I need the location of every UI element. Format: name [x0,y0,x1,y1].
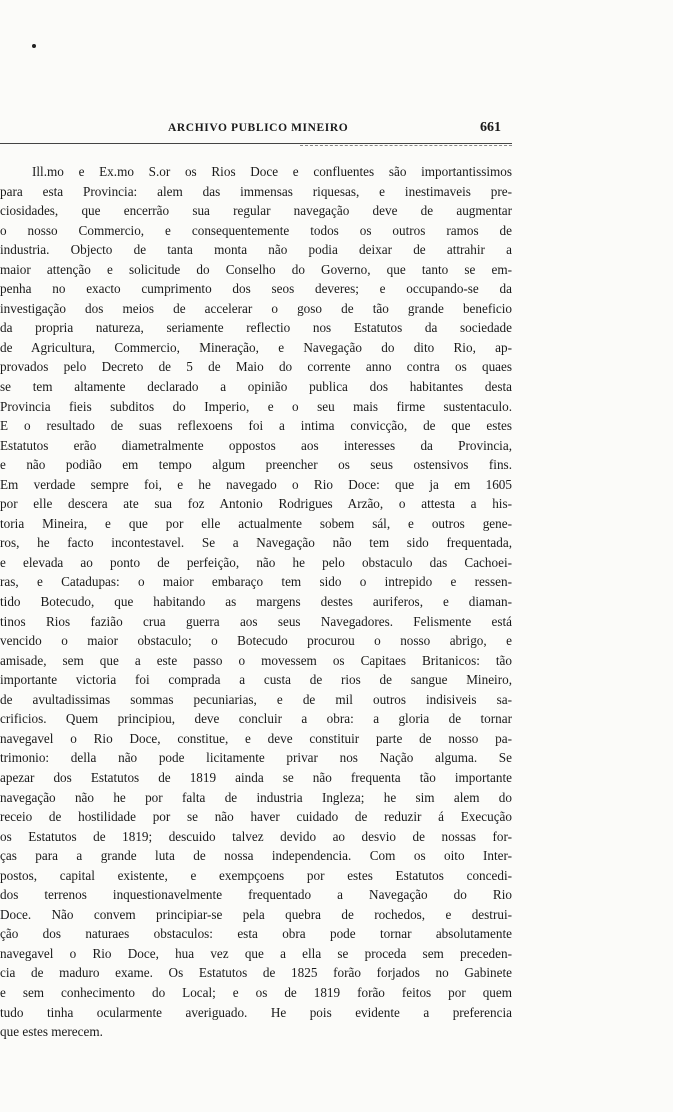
text-line: que estes merecem. [0,1024,103,1040]
text-line: industria. Objecto de tanta monta não podia deixar de attrahir a [0,242,512,258]
text-line: navegavel o Rio Doce, constitue, e deve constituir parte de nosso pa- [0,730,512,746]
text-line: Provincia fieis subditos do Imperio, e o seu mais firme sustentaculo. [0,398,512,414]
text-line: penha no exacto cumprimento dos seos deveres; e occupando-se da [0,281,512,297]
ink-speck [32,44,36,48]
text-line: os Estatutos de 1819; descuido talvez devido ao desvio de nossas for- [0,828,512,844]
text-line: provados pelo Decreto de 5 de Maio do corrente anno contra os quaes [0,359,512,375]
text-line: crificios. Quem principiou, deve concluir a obra: a gloria de tornar [0,711,512,727]
page-number: 661 [480,120,501,135]
text-line: maior attenção e solicitude do Conselho do Governo, que tanto se em- [0,261,512,277]
text-line: Ill.mo e Ex.mo S.or os Rios Doce e confluentes são importantissimos [32,164,512,179]
text-line: cia de maduro exame. Os Estatutos de 1825 forão forjados no Gabinete [0,965,512,981]
text-line: trimonio: della não pode licitamente privar nos Nação alguma. Se [0,750,512,766]
text-line: ciosidades, que encerrão sua regular navegação deve de augmentar [0,203,512,219]
text-line: investigação dos meios de accelerar o goso de tão grande beneficio [0,300,512,316]
header-rule-ornament [300,145,512,146]
text-line: da propria natureza, seriamente reflectio nos Estatutos da sociedade [0,320,512,336]
body-text [0,162,512,1042]
text-line: Doce. Não convem principiar-se pela quebra de rochedos, e destrui- [0,906,512,922]
running-header [0,120,512,140]
text-line: de avultadissimas sommas pecuniarias, e de mil outros indisiveis sa- [0,691,512,707]
text-line: se tem altamente declarado a opinião publica dos habitantes desta [0,379,512,395]
text-line: para esta Provincia: alem das immensas riquesas, e inestimaveis pre- [0,183,512,199]
text-line: vencido o maior obstaculo; o Botecudo procurou o nosso abrigo, e [0,633,512,649]
text-line: E o resultado de suas reflexoens foi a intima convicção, de que estes [0,418,512,434]
text-line: e não podião em tempo algum preencher os seus ostensivos fins. [0,457,512,473]
text-line: e sem conhecimento do Local; e os de 1819 forão feitos por quem [0,984,512,1000]
text-line: tinos Rios fazião crua guerra aos seus Navegadores. Felismente está [0,613,512,629]
text-line: de Agricultura, Commercio, Mineração, e Navegação do dito Rio, ap- [0,339,512,355]
text-line: por elle descera ate sua foz Antonio Rodrigues Arzão, o attesta a his- [0,496,512,512]
text-line: e elevada ao ponto de perfeição, não he pelo obstaculo das Cachoei- [0,554,512,570]
text-line: navegação não he por falta de industria Ingleza; he sim alem do [0,789,512,805]
text-line: importante victoria foi comprada a custa de rios de sangue Mineiro, [0,672,512,688]
header-title: ARCHIVO PUBLICO MINEIRO [168,122,349,134]
text-line: tido Botecudo, que habitando as margens destes auriferos, e diaman- [0,594,512,610]
text-line: ção dos naturaes obstaculos: esta obra pode tornar absolutamente [0,926,512,942]
text-line: dos terrenos inquestionavelmente frequentado a Navegação do Rio [0,887,512,903]
text-line: postos, capital existente, e exempçoens por estes Estatutos concedi- [0,867,512,883]
header-rule [0,143,512,144]
text-line: Estatutos erão diametralmente oppostos aos interesses da Provincia, [0,437,512,453]
text-line: receio de hostilidade por se não haver cuidado de reduzir á Execução [0,809,512,825]
text-line: ras, e Catadupas: o maior embaraço tem sido o intrepido e ressen- [0,574,512,590]
text-line: apezar dos Estatutos de 1819 ainda se não frequenta tão importante [0,769,512,785]
text-line: tudo tinha ocularmente averiguado. He pois evidente a preferencia [0,1004,512,1020]
text-line: ças para a grande luta de nossa independencia. Com os oito Inter- [0,848,512,864]
text-line: amisade, sem que a este passo o movessem os Capitaes Britanicos: tão [0,652,512,668]
text-line: Em verdade sempre foi, e he navegado o Rio Doce: que ja em 1605 [0,476,512,492]
text-line: o nosso Commercio, e consequentemente todos os outros ramos de [0,222,512,238]
text-line: toria Mineira, e que por elle actualmente sobem sál, e outros gene- [0,515,512,531]
text-line: navegavel o Rio Doce, hua vez que a ella se proceda sem preceden- [0,945,512,961]
text-line: ros, he facto incontestavel. Se a Navegação não tem sido frequentada, [0,535,512,551]
